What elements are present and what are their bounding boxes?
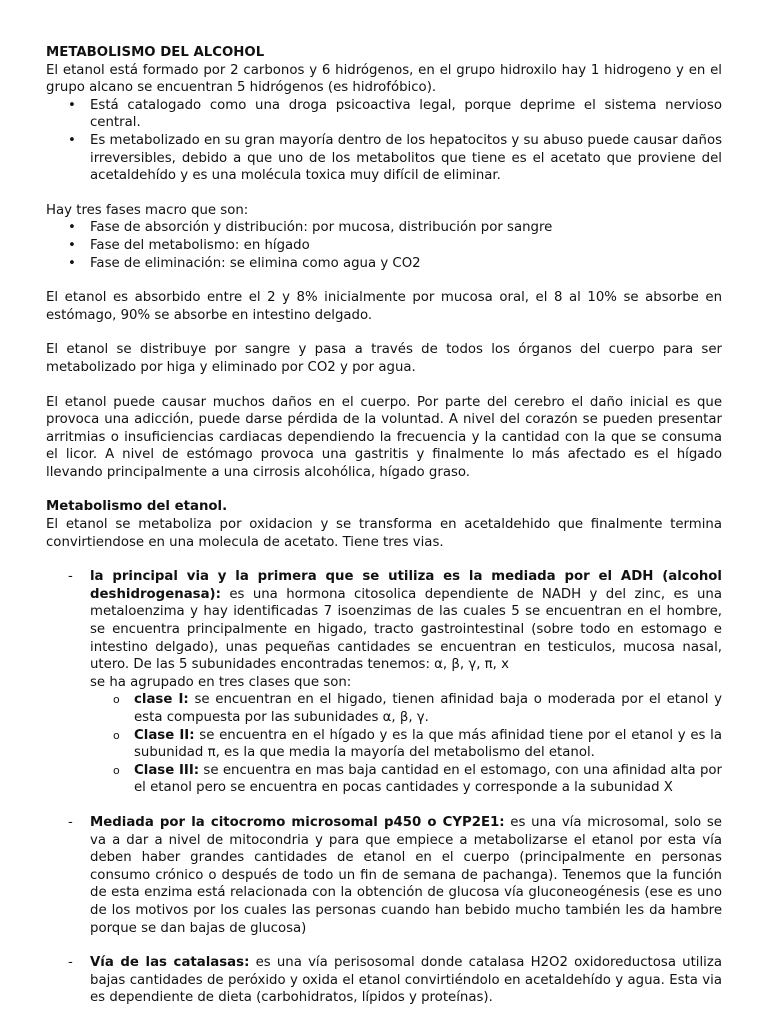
phases-intro: Hay tres fases macro que son: — [46, 202, 249, 218]
distribution-paragraph: El etanol se distribuye por sangre y pasa a través de todos los órganos del cuerpo para ser metabolizado por higa y eliminado por CO2 y por agua. — [46, 342, 722, 375]
document-page — [46, 44, 722, 1007]
document-title: METABOLISMO DEL ALCOHOL — [46, 45, 265, 60]
pathway-adh — [90, 568, 722, 797]
classes-intro: se ha agrupado en tres clases que son: — [90, 674, 352, 690]
pathways-list — [46, 568, 722, 1007]
list-item: • Fase de absorción y distribución: por mucosa, distribución por sangre — [90, 219, 722, 237]
pathway-adh-heading: la principal via y la primera que se utiliza es la mediada por el ADH (alcohol deshidrogenasa): — [90, 569, 722, 602]
list-item: • Fase del metabolismo: en hígado — [90, 237, 722, 255]
pathway-catalasas — [90, 954, 722, 1007]
pathway-cyp-heading: Mediada por la citocromo microsomal p450 o CYP2E1: — [90, 814, 505, 830]
class-text: se encuentra en mas baja cantidad en el estomago, con una afinidad alta por el etanol pero se encuentra en pocas cantidades y corresponde a la subunidad X — [134, 762, 722, 796]
damage-paragraph: El etanol puede causar muchos daños en el cuerpo. Por parte del cerebro el daño inicial es que provoca una adicción, puede darse pérdida de la voluntad. A nivel del corazón se pueden presentar arritmias o insuficiencias cardiacas dependiendo la frecuencia y la cantidad con la que se consuma el licor. A nivel de estómago provoca una gastritis y finalmente lo más afectado es el hígado llevando principalmente a una cirrosis alcohólica, hígado graso. — [46, 394, 722, 480]
list-item — [134, 762, 722, 797]
class-label: Clase II: — [134, 727, 195, 743]
list-item — [134, 691, 722, 726]
list-item — [134, 727, 722, 762]
pathway-cyp-text: es una vía microsomal, solo se va a dar a nivel de mitocondria y para que empiece a metabolizarse el etanol por esta vía deben haber grandes cantidades de etanol en el cuerpo (principalmente en personas consumo crónico o después de todo un fin de semana de pachanga). Tenemos que la función de esta enzima está relacionada con la obtención de glucosa vía gluconeogénesis (ese es uno de los motivos por los cuales las personas cuando han bebido mucho también les da hambre porque se dan bajas de glucosa) — [90, 814, 722, 936]
pathway-catalasas-text: es una vía perisosomal donde catalasa H2O2 oxidoreductosa utiliza bajas cantidades de peróxido y oxida el etanol convirtiéndolo en acetaldehído y agua. Esta via es dependiente de dieta (carbohidratos, lípidos y proteínas). — [90, 955, 722, 1006]
section-intro: El etanol se metaboliza por oxidacion y se transforma en acetaldehido que finalmente termina convirtiendose en una molecula de acetato. Tiene tres vias. — [46, 517, 722, 550]
list-item: • Es metabolizado en su gran mayoría dentro de los hepatocitos y su abuso puede causar daños irreversibles, debido a que uno de los metabolitos que tiene es el acetato que proviene del acetaldehído y es una molécula toxica muy difícil de eliminar. — [90, 132, 722, 185]
pathway-catalasas-heading: Vía de las catalasas: — [90, 955, 250, 971]
pathway-adh-text: es una hormona citosolica dependiente de NADH y del zinc, es una metaloenzima y hay identificadas 7 isoenzimas de las cuales 5 se encuentran en el hombre, se encuentra principalmente en higado, tracto gastrointestinal (sobre todo en estomago e intestino delgado), unas pequeñas cantidades se encuentran en testiculos, mucosa nasal, utero. De las 5 subunidades encontradas tenemos: α, β, γ, π, x — [90, 586, 722, 673]
class-text: se encuentra en el hígado y es la que más afinidad tiene por el etanol y es la subunidad π, es la que media la mayoría del metabolismo del etanol. — [134, 727, 722, 761]
list-item: • Está catalogado como una droga psicoactiva legal, porque deprime el sistema nervioso central. — [90, 97, 722, 132]
list-item: • Fase de eliminación: se elimina como agua y CO2 — [90, 255, 722, 273]
intro-bullet-list — [46, 97, 722, 185]
section-heading: Metabolismo del etanol. — [46, 499, 228, 515]
absorption-paragraph: El etanol es absorbido entre el 2 y 8% inicialmente por mucosa oral, el 8 al 10% se absorbe en estómago, 90% se absorbe en intestino delgado. — [46, 290, 722, 323]
intro-paragraph: El etanol está formado por 2 carbonos y 6 hidrógenos, en el grupo hidroxilo hay 1 hidrogeno y en el grupo alcano se encuentran 5 hidrógenos (es hidrofóbico). — [46, 62, 722, 96]
phases-list — [46, 219, 722, 272]
classes-list — [90, 691, 722, 797]
pathway-cyp — [90, 814, 722, 937]
class-label: clase I: — [134, 692, 189, 708]
class-label: Clase III: — [134, 762, 200, 778]
class-text: se encuentran en el higado, tienen afinidad baja o moderada por el etanol y esta compuesta por las subunidades α, β, γ. — [134, 692, 722, 725]
